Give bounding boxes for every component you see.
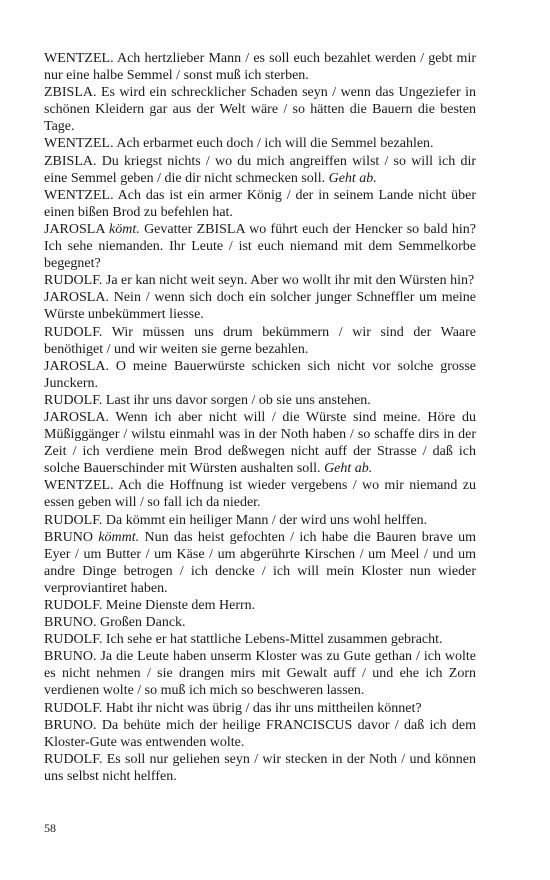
dialogue-line bbox=[44, 135, 476, 152]
dialogue-line bbox=[44, 597, 476, 614]
dialogue-line bbox=[44, 648, 476, 699]
speaker-name: BRUNO bbox=[44, 529, 94, 545]
speaker-name: RUDOLF. bbox=[44, 632, 103, 648]
speech-text: Ach die Hoffnung ist wieder vergebens / wo mir niemand zu essen geben will / so fall ich da nieder. bbox=[44, 478, 476, 511]
speech-text: Meine Dienste dem Herrn. bbox=[105, 598, 256, 613]
dialogue-line bbox=[44, 84, 476, 135]
dialogue-line bbox=[44, 700, 476, 717]
speech-text: O meine Bauerwürste schicken sich nicht vor solche grosse Junckern. bbox=[44, 358, 477, 391]
speech-text: Es wird ein schrecklicher Schaden seyn / wenn das Ungeziefer in schönen Kleidern gar aus der Welt wäre / so hätten die Bauern die besten Tage. bbox=[44, 85, 477, 135]
speaker-name: RUDOLF. bbox=[44, 324, 103, 340]
dialogue-line bbox=[44, 153, 476, 187]
speech-text: Gevatter ZBISLA wo führt euch der Hencker so bald hin? Ich sehe niemanden. Ihr Leute / ist euch niemand mit dem Semmelkorbe begegnet? bbox=[44, 221, 477, 272]
speech-text: Habt ihr nicht was übrig / das ihr uns mittheilen könnet? bbox=[105, 700, 422, 716]
speech-text: Wenn ich aber nicht will / die Würste sind meine. Höre du Müßiggänger / wilstu einmahl was in der Noth haben / so schaffe dirs in der Zeit / ich verdiene mein Brod deßwegen nicht auff der Strasse / daß ich solche Bauerschinder mit Würsten aushalten soll. bbox=[44, 409, 476, 477]
dialogue-line bbox=[44, 477, 476, 511]
dialogue-line bbox=[44, 221, 476, 272]
stage-direction: Geht ab. bbox=[328, 170, 377, 186]
speech-text: Da behüte mich der heilige FRANCISCUS davor / daß ich dem Kloster-Gute was entwenden wolte. bbox=[44, 717, 476, 750]
speaker-name: RUDOLF. bbox=[44, 598, 103, 613]
speaker-name: ZBISLA. bbox=[44, 153, 97, 169]
stage-direction: Geht ab. bbox=[324, 461, 373, 477]
speaker-name: JAROSLA. bbox=[44, 358, 109, 374]
dialogue-line bbox=[44, 409, 476, 477]
speech-text: Großen Danck. bbox=[100, 615, 186, 631]
speech-text: Ja er kan nicht weit seyn. Aber wo wollt ihr mit den Würsten hin? bbox=[105, 273, 475, 289]
dialogue-line bbox=[44, 289, 476, 323]
speaker-name: BRUNO. bbox=[44, 717, 97, 733]
dialogue-line bbox=[44, 751, 476, 785]
page-body bbox=[44, 50, 476, 785]
speaker-name: WENTZEL. bbox=[44, 136, 114, 152]
speaker-name: JAROSLA bbox=[44, 221, 105, 237]
dialogue-line bbox=[44, 187, 476, 221]
speech-text: Ja die Leute haben unserm Kloster was zu Gute gethan / ich wolte es nicht nehmen / sie drangen mirs mit Gewalt auff / und ehe ich Zorn verdienen wolte / so muß ich mich so beschweren lassen. bbox=[44, 649, 476, 699]
speech-text: Ach hertzlieber Mann / es soll euch bezahlet werden / gebt mir nur eine halbe Semmel / sonst muß ich sterben. bbox=[44, 51, 477, 84]
dialogue-line bbox=[44, 50, 476, 84]
speech-text: Du kriegst nichts / wo du mich angreiffen wilst / so will ich dir eine Semmel geben / die dir nicht schmecken soll. bbox=[44, 153, 476, 186]
speech-text: Ich sehe er hat stattliche Lebens-Mittel zusammen gebracht. bbox=[105, 632, 443, 648]
speaker-name: WENTZEL. bbox=[44, 51, 114, 66]
speaker-name: JAROSLA. bbox=[44, 409, 109, 425]
speaker-name: WENTZEL. bbox=[44, 187, 114, 203]
speaker-name: WENTZEL. bbox=[44, 478, 114, 494]
speech-text: Ach erbarmet euch doch / ich will die Semmel bezahlen. bbox=[116, 136, 434, 152]
speaker-name: RUDOLF. bbox=[44, 392, 103, 408]
speaker-name: BRUNO. bbox=[44, 615, 97, 631]
speech-text: Da kömmt ein heiliger Mann / der wird uns wohl helffen. bbox=[105, 512, 428, 528]
speech-text: Nun das heist gefochten / ich habe die Bauren brave um Eyer / um Butter / um Käse / um abgerührte Kirschen / um Meel / und um andre Dinge betrogen / ich dencke / ich will mein Kloster nun wieder verproviantiret haben. bbox=[44, 529, 477, 596]
dialogue-line bbox=[44, 717, 476, 751]
speaker-name: RUDOLF. bbox=[44, 273, 103, 289]
dialogue-line bbox=[44, 631, 476, 648]
speaker-name: ZBISLA. bbox=[44, 85, 97, 101]
speech-text: Nein / wenn sich doch ein solcher junger Schneffler um meine Würste unbekümmert liesse. bbox=[44, 290, 476, 323]
stage-direction: kömmt. bbox=[98, 529, 140, 545]
dialogue-line bbox=[44, 358, 476, 392]
dialogue-line bbox=[44, 272, 476, 289]
page-number: 58 bbox=[44, 821, 56, 835]
dialogue-line bbox=[44, 529, 476, 597]
dialogue-line bbox=[44, 512, 476, 529]
speaker-name: RUDOLF. bbox=[44, 700, 103, 716]
speech-text: Last ihr uns davor sorgen / ob sie uns anstehen. bbox=[105, 392, 371, 408]
dialogue-line bbox=[44, 324, 476, 358]
dialogue-line bbox=[44, 614, 476, 631]
speaker-name: RUDOLF. bbox=[44, 751, 103, 767]
stage-direction: kömt. bbox=[109, 221, 140, 237]
speaker-name: JAROSLA. bbox=[44, 290, 109, 306]
speaker-name: RUDOLF. bbox=[44, 512, 103, 528]
speaker-name: BRUNO. bbox=[44, 649, 97, 665]
speech-text: Es soll nur geliehen seyn / wir stecken in der Noth / und können uns selbst nicht helffen. bbox=[44, 751, 477, 784]
speech-text: Ach das ist ein armer König / der in seinem Lande nicht über einen bißen Brod zu befehlen hat. bbox=[44, 187, 476, 220]
speech-text: Wir müssen uns drum bekümmern / wir sind der Waare benöthiget / und wir weiten sie gerne bezahlen. bbox=[44, 324, 477, 357]
dialogue-line bbox=[44, 392, 476, 409]
